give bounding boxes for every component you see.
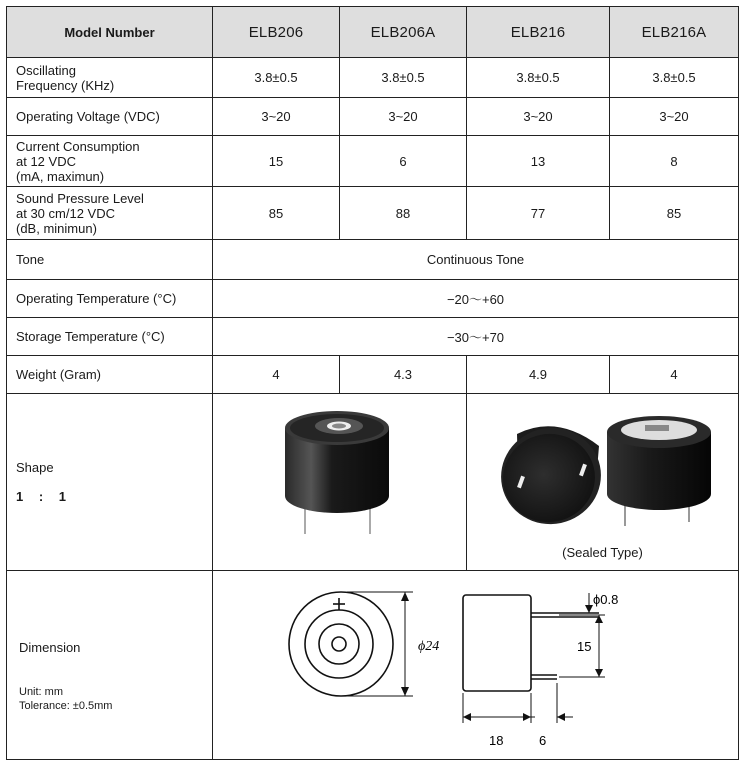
current-value: 13 (467, 136, 610, 187)
tone-row (7, 240, 739, 280)
weight-label: Weight (Gram) (7, 356, 213, 394)
storage-temperature-value: −30～+70 (213, 318, 739, 356)
current-value: 8 (610, 136, 739, 187)
model-elb206-header: ELB206 (213, 7, 340, 58)
model-elb206a-header: ELB206A (340, 7, 467, 58)
tone-value: Continuous Tone (213, 240, 739, 280)
spl-label: Sound Pressure Level at 30 cm/12 VDC (dB, minimun) (7, 187, 213, 240)
storage-temperature-label: Storage Temperature (°C) (7, 318, 213, 356)
dimension-drawing-cell (213, 571, 739, 760)
operating-temperature-label: Operating Temperature (°C) (7, 280, 213, 318)
width-label: 18 (489, 733, 504, 748)
frequency-label: Oscillating Frequency (KHz) (7, 58, 213, 98)
shape-label-cell (7, 394, 213, 571)
frequency-value: 3.8±0.5 (340, 58, 467, 98)
weight-value: 4.9 (467, 356, 610, 394)
tolerance-note: Tolerance: ±0.5mm (19, 700, 113, 712)
current-value: 6 (340, 136, 467, 187)
open-buzzer-photo (213, 394, 467, 569)
frequency-row (7, 58, 739, 98)
current-value: 15 (213, 136, 340, 187)
dimension-row (7, 571, 739, 760)
frequency-value: 3.8±0.5 (213, 58, 340, 98)
weight-value: 4 (213, 356, 340, 394)
weight-value: 4.3 (340, 356, 467, 394)
diameter-label: ϕ24 (418, 639, 440, 654)
voltage-value: 3~20 (340, 98, 467, 136)
operating-temperature-row (7, 280, 739, 318)
weight-value: 4 (610, 356, 739, 394)
model-elb216-header: ELB216 (467, 7, 610, 58)
voltage-value: 3~20 (467, 98, 610, 136)
spl-row (7, 187, 739, 240)
spl-value: 85 (213, 187, 340, 240)
voltage-row (7, 98, 739, 136)
model-number-header: Model Number (7, 7, 213, 58)
voltage-value: 3~20 (213, 98, 340, 136)
weight-row (7, 356, 739, 394)
pin-length-label: 6 (539, 733, 547, 748)
dimension-drawing (213, 571, 739, 758)
operating-temperature-value: −20～+60 (213, 280, 739, 318)
spl-value: 77 (467, 187, 610, 240)
sealed-type-caption: (Sealed Type) (562, 545, 643, 560)
open-type-photo-cell (213, 394, 467, 571)
tone-label: Tone (7, 240, 213, 280)
spec-table (6, 6, 739, 760)
model-elb216a-header: ELB216A (610, 7, 739, 58)
frequency-value: 3.8±0.5 (467, 58, 610, 98)
dimension-label-cell (7, 571, 213, 760)
frequency-value: 3.8±0.5 (610, 58, 739, 98)
scale-ratio: 1 : 1 (16, 489, 73, 504)
sealed-buzzer-photo (467, 394, 739, 569)
current-label: Current Consumption at 12 VDC (mA, maximun) (7, 136, 213, 187)
current-row (7, 136, 739, 187)
dimension-label: Dimension (19, 640, 81, 655)
voltage-label: Operating Voltage (VDC) (7, 98, 213, 136)
spl-value: 88 (340, 187, 467, 240)
voltage-value: 3~20 (610, 98, 739, 136)
shape-label: Shape (16, 460, 54, 475)
header-row (7, 7, 739, 58)
storage-temperature-row (7, 318, 739, 356)
height-label: 15 (577, 639, 592, 654)
pin-diameter-label: ϕ0.8 (593, 592, 619, 607)
shape-row (7, 394, 739, 571)
spl-value: 85 (610, 187, 739, 240)
sealed-type-photo-cell (467, 394, 739, 571)
unit-note: Unit: mm (19, 686, 63, 698)
